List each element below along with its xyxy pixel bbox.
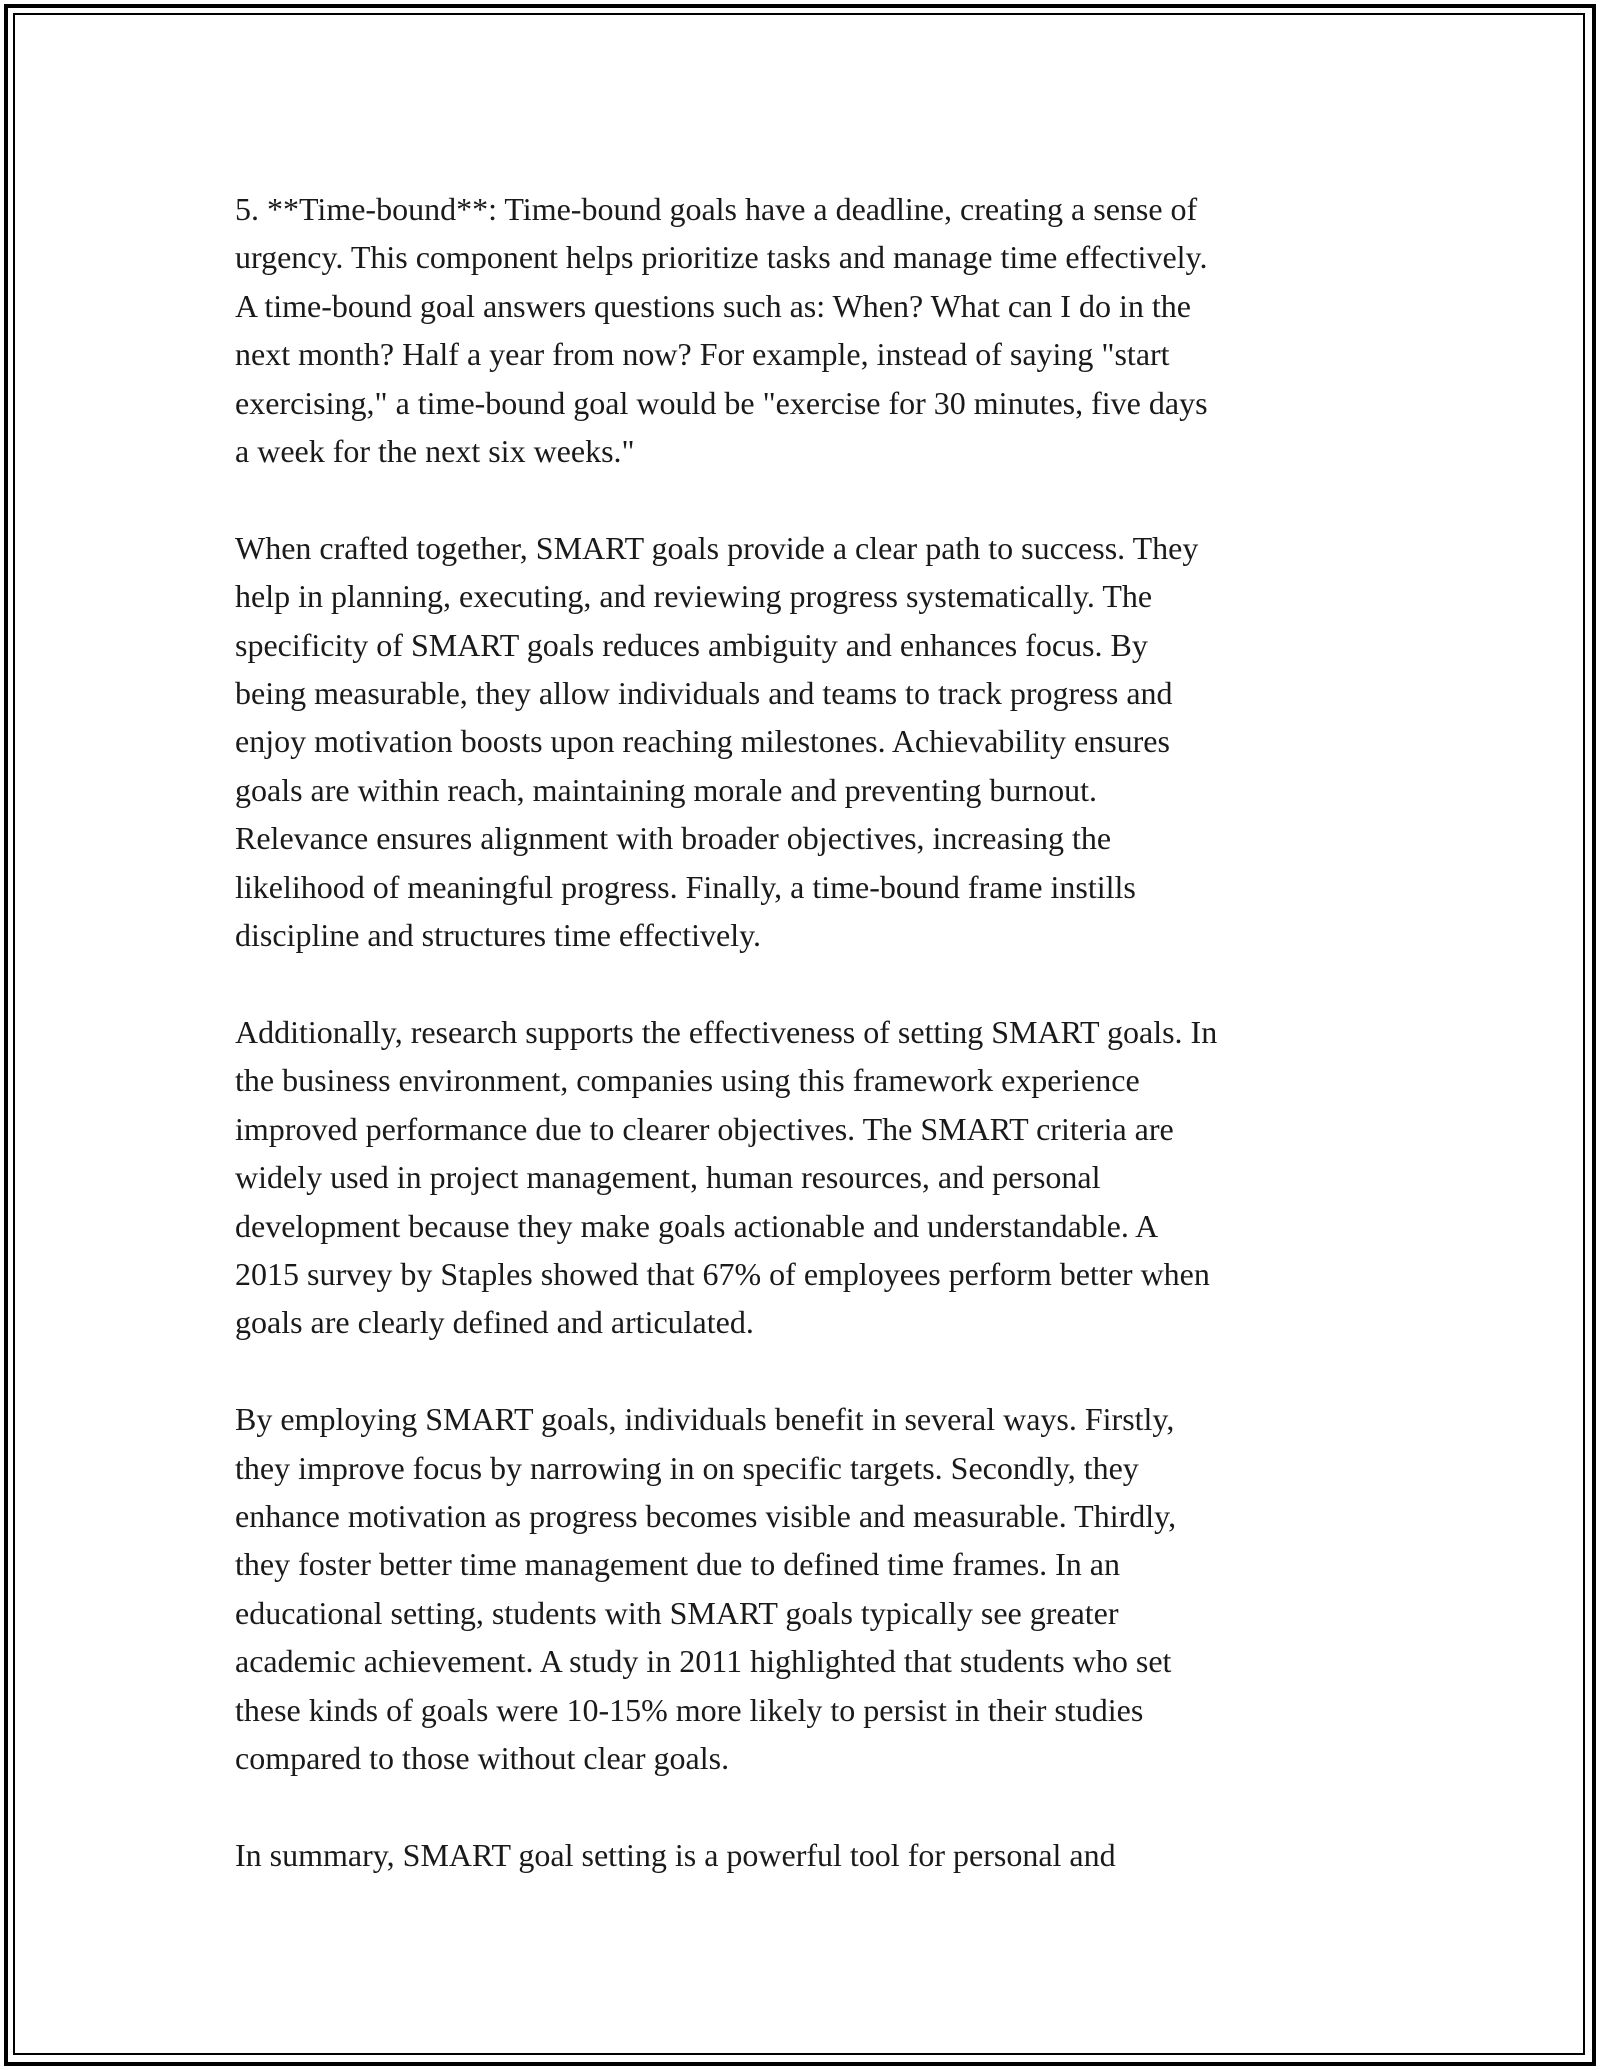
text-line: a week for the next six weeks." xyxy=(235,433,635,470)
text-line: being measurable, they allow individuals and teams to track progress and xyxy=(235,675,1173,712)
text-line: Relevance ensures alignment with broader objectives, increasing the xyxy=(235,820,1112,857)
text-line: development because they make goals actionable and understandable. A xyxy=(235,1207,1159,1244)
text-line: urgency. This component helps prioritize tasks and manage time effectively. xyxy=(235,239,1208,276)
text-line: next month? Half a year from now? For example, instead of saying "start xyxy=(235,336,1170,373)
text-line: enjoy motivation boosts upon reaching milestones. Achievability ensures xyxy=(235,723,1170,760)
text-line: improved performance due to clearer objectives. The SMART criteria are xyxy=(235,1110,1174,1147)
paragraph xyxy=(235,524,1375,960)
text-line: Additionally, research supports the effectiveness of setting SMART goals. In xyxy=(235,1013,1218,1050)
text-line: 2015 survey by Staples showed that 67% of employees perform better when xyxy=(235,1255,1210,1292)
paragraph xyxy=(235,1395,1375,1782)
text-line: these kinds of goals were 10-15% more likely to persist in their studies xyxy=(235,1691,1144,1728)
text-line: academic achievement. A study in 2011 highlighted that students who set xyxy=(235,1643,1172,1680)
text-line: they foster better time management due to defined time frames. In an xyxy=(235,1546,1120,1583)
text-line: exercising," a time-bound goal would be "exercise for 30 minutes, five days xyxy=(235,384,1208,421)
text-line: specificity of SMART goals reduces ambiguity and enhances focus. By xyxy=(235,626,1148,663)
paragraph xyxy=(235,185,1375,475)
text-line: In summary, SMART goal setting is a powerful tool for personal and xyxy=(235,1836,1116,1873)
paragraph xyxy=(235,1831,1375,1879)
document-body xyxy=(235,185,1375,1928)
text-line: goals are within reach, maintaining morale and preventing burnout. xyxy=(235,771,1097,808)
text-line: A time-bound goal answers questions such as: When? What can I do in the xyxy=(235,287,1191,324)
text-line: compared to those without clear goals. xyxy=(235,1739,730,1776)
text-line: By employing SMART goals, individuals benefit in several ways. Firstly, xyxy=(235,1401,1175,1438)
text-line: educational setting, students with SMART goals typically see greater xyxy=(235,1594,1119,1631)
text-line: they improve focus by narrowing in on specific targets. Secondly, they xyxy=(235,1449,1139,1486)
text-line: When crafted together, SMART goals provide a clear path to success. They xyxy=(235,529,1199,566)
text-line: 5. **Time-bound**: Time-bound goals have a deadline, creating a sense of xyxy=(235,191,1198,227)
text-line: discipline and structures time effectively. xyxy=(235,917,762,954)
text-line: widely used in project management, human resources, and personal xyxy=(235,1159,1101,1196)
text-line: likelihood of meaningful progress. Finally, a time-bound frame instills xyxy=(235,868,1136,905)
text-line: goals are clearly defined and articulated. xyxy=(235,1304,754,1341)
text-line: enhance motivation as progress becomes visible and measurable. Thirdly, xyxy=(235,1497,1177,1534)
paragraph xyxy=(235,1008,1375,1347)
text-line: help in planning, executing, and reviewing progress systematically. The xyxy=(235,578,1153,615)
text-line: the business environment, companies using this framework experience xyxy=(235,1062,1140,1099)
